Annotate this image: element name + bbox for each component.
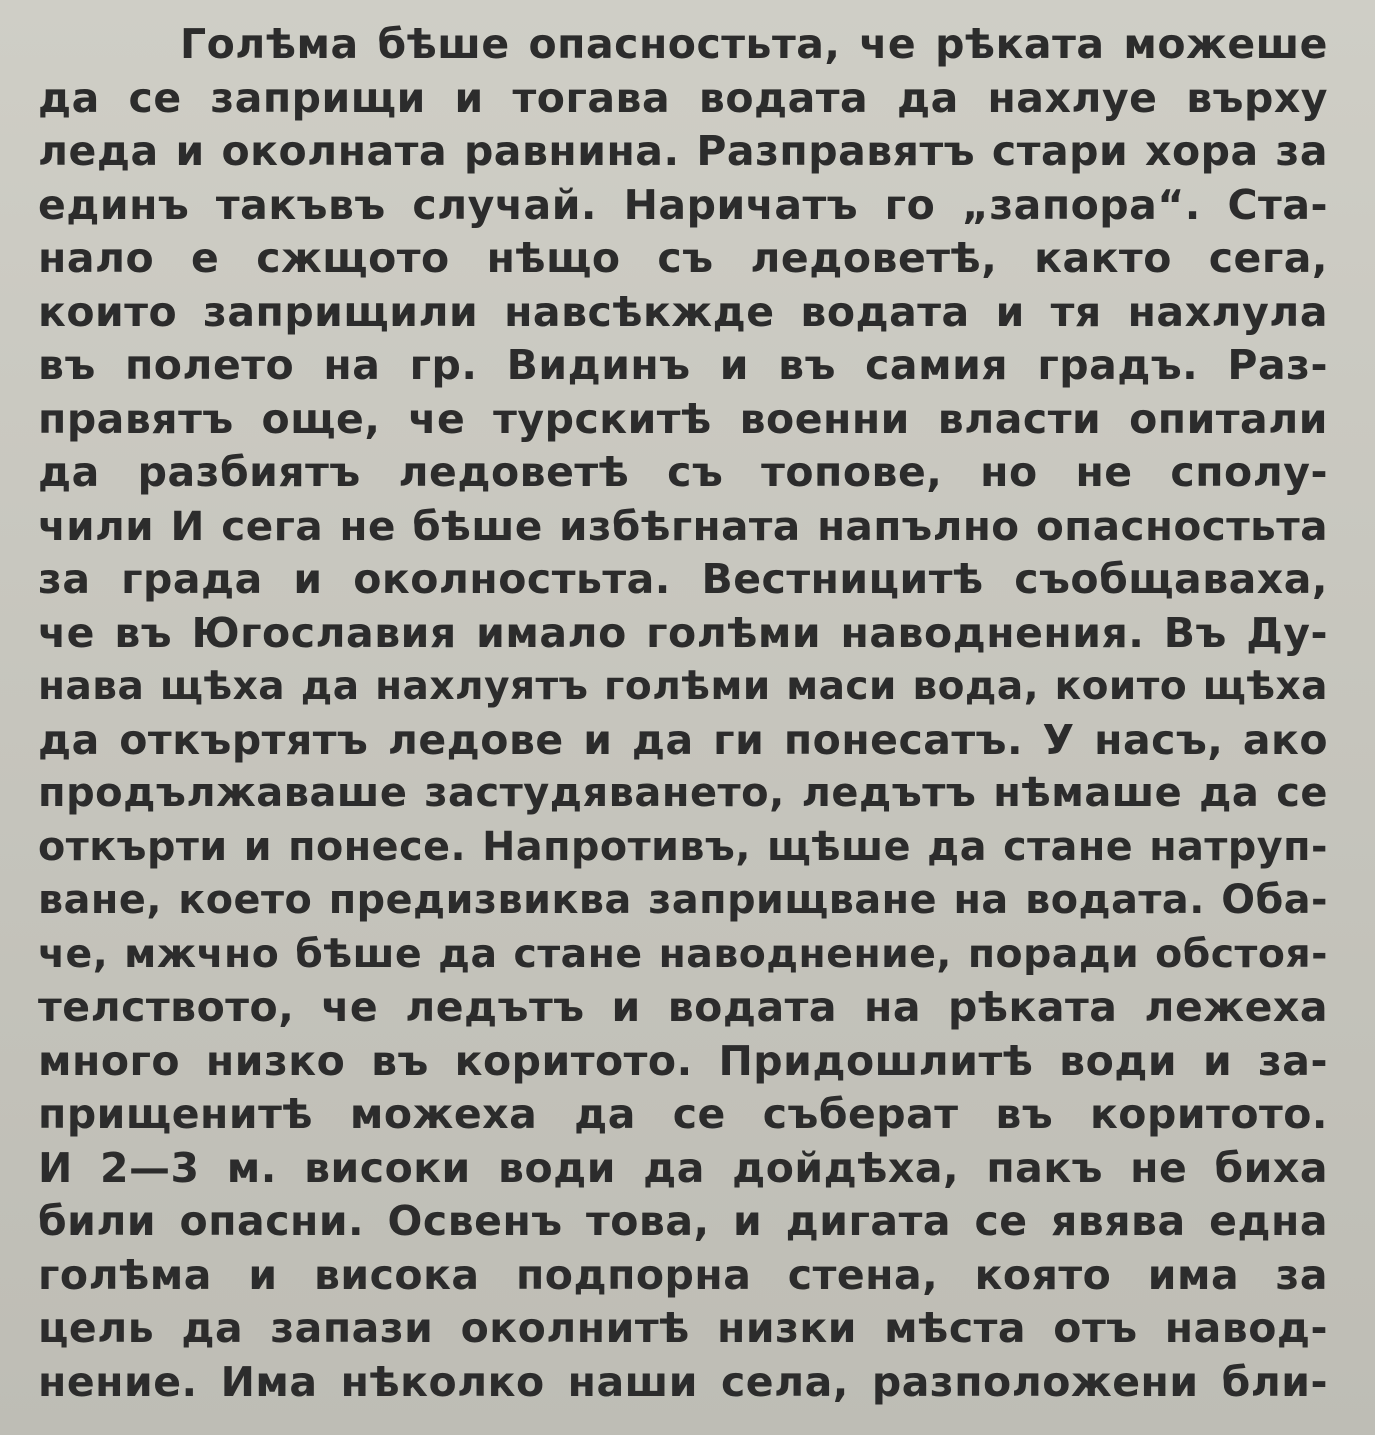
text-line: ване, което предизвиква заприщване на водата. Оба- [38, 877, 1328, 923]
text-line: да откъртятъ ледове и да ги понесатъ. У насъ, ако [38, 715, 1328, 764]
text-line: голѣма и висока подпорна стена, която има за [38, 1250, 1328, 1299]
text-line: откърти и понесе. Напротивъ, щѣше да стане натруп- [38, 823, 1328, 870]
text-line: които заприщили навсѣкжде водата и тя нахлула [38, 287, 1328, 336]
text-line: прищенитѣ можеха да се съберат въ коритото. [38, 1090, 1328, 1138]
text-line: единъ такъвъ случай. Наричатъ го „запора“. Ста- [38, 180, 1328, 229]
text-line: цель да запази околнитѣ низки мѣста отъ навод- [38, 1304, 1328, 1352]
text-line: нава щѣха да нахлуятъ голѣми маси вода, които щѣха [38, 664, 1328, 709]
text-line: И 2—3 м. високи води да дойдѣха, пакъ не биха [38, 1143, 1328, 1192]
body-text [38, 18, 1328, 1409]
text-line: за града и околностьта. Вестницитѣ съобщаваха, [38, 555, 1328, 603]
text-line: да се заприщи и тогава водата да нахлуе върху [38, 73, 1328, 122]
text-line: много низко въ коритото. Придошлитѣ води и за- [38, 1036, 1328, 1085]
text-line: че въ Югославия имало голѣми наводнения. Въ Ду- [38, 608, 1328, 657]
text-line: че, мжчно бѣше да стане наводнение, поради обстоя- [38, 930, 1328, 977]
text-line: продължаваше застудяването, ледътъ нѣмаше да се [38, 770, 1328, 816]
text-line: да разбиятъ ледоветѣ съ топове, но не сполу- [38, 448, 1328, 496]
text-line: леда и околната равнина. Разправятъ стари хора за [38, 127, 1328, 175]
text-line: правятъ още, че турскитѣ военни власти опитали [38, 394, 1328, 443]
text-line: Голѣма бѣше опасностьта, че рѣката можеше [180, 20, 1328, 68]
text-line: чили И сега не бѣше избѣгната напълно опасностьта [38, 501, 1328, 550]
text-line: въ полето на гр. Видинъ и въ самия градъ. Раз- [38, 341, 1328, 389]
text-line: нало е сжщото нѣщо съ ледоветѣ, както сега, [38, 234, 1328, 282]
text-line: били опасни. Освенъ това, и дигата се явява една [38, 1197, 1328, 1245]
text-line: телството, че ледътъ и водата на рѣката лежеха [38, 983, 1328, 1031]
text-line: нение. Има нѣколко наши села, разположени бли- [38, 1357, 1328, 1406]
